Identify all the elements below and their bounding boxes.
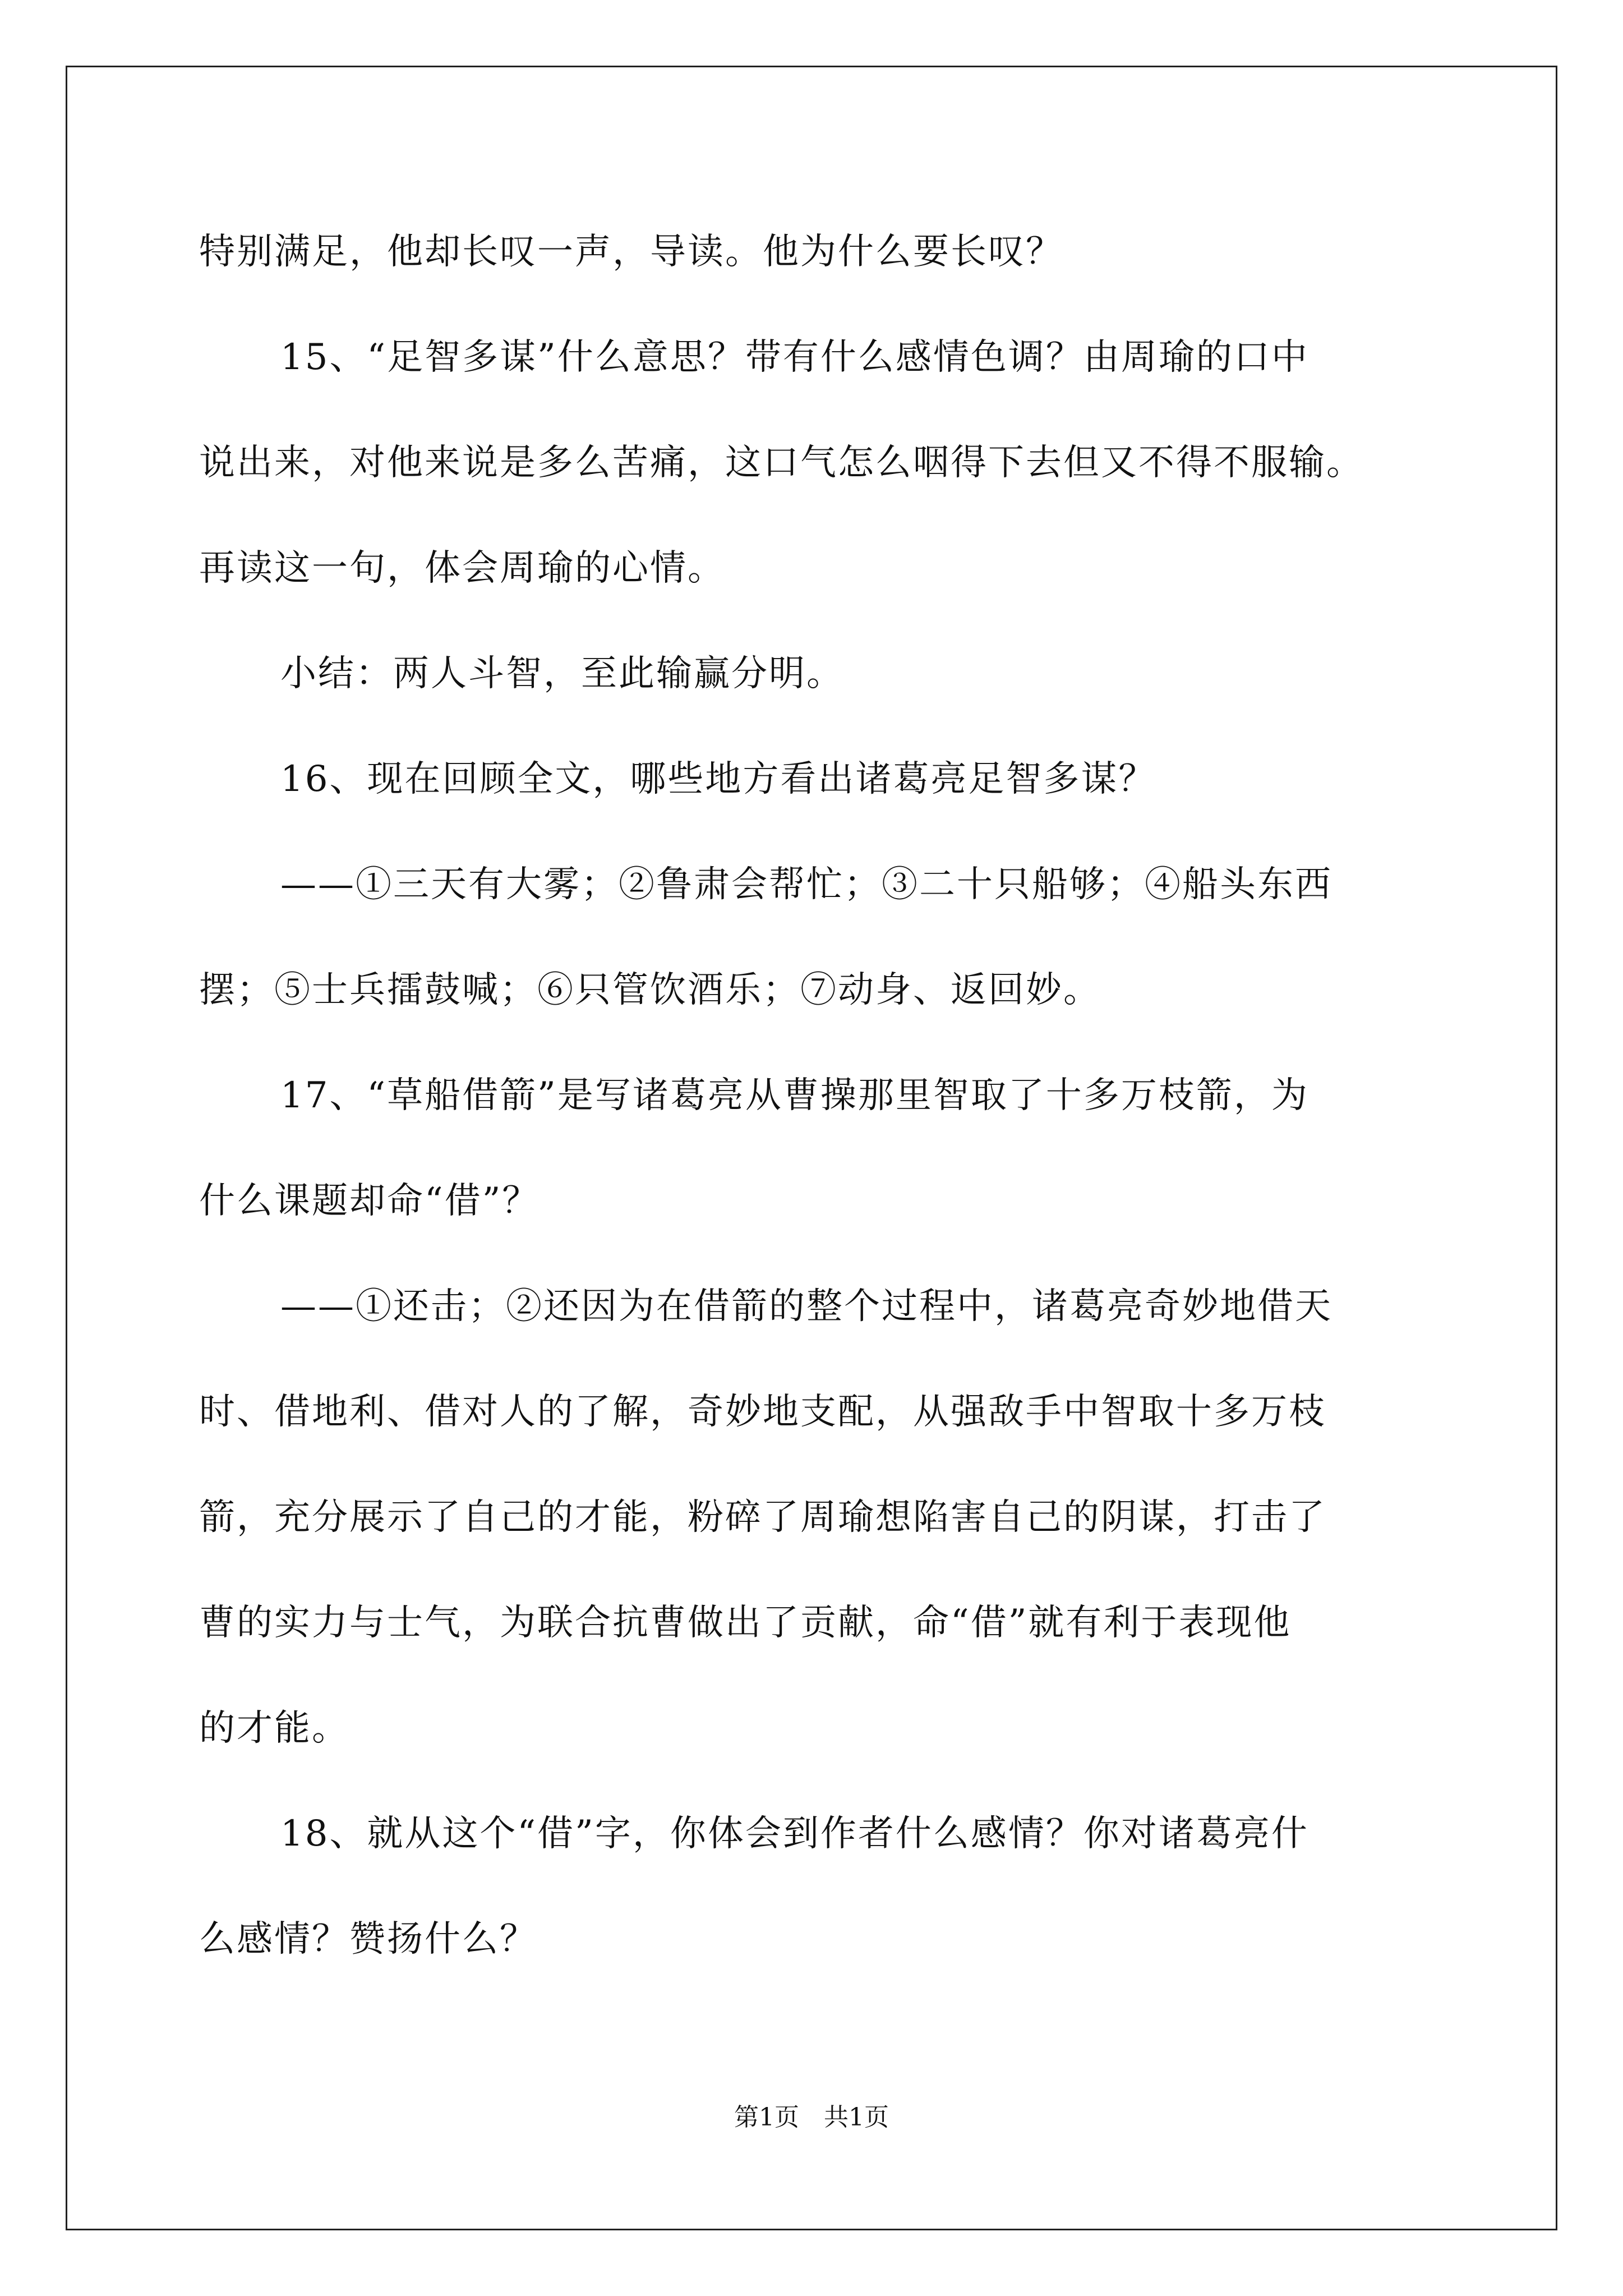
text-line: 再读这一句，体会周瑜的心情。 <box>199 547 725 589</box>
text-line: 么感情？赞扬什么？ <box>199 1918 537 1960</box>
text-line: 特别满足，他却长叹一声，导读。他为什么要长叹？ <box>199 231 1063 273</box>
text-line: 小结：两人斗智，至此输赢分明。 <box>280 653 844 694</box>
text-line: 16、现在回顾全文，哪些地方看出诸葛亮足智多谋？ <box>280 758 1156 800</box>
page-number-footer: 第1页 共1页 <box>734 2103 889 2132</box>
text-line: 时、借地利、借对人的了解，奇妙地支配，从强敌手中智取十多万枝 <box>199 1391 1326 1433</box>
text-line: ——①还击；②还因为在借箭的整个过程中，诸葛亮奇妙地借天 <box>280 1286 1332 1327</box>
text-line: ——①三天有大雾；②鲁肃会帮忙；③二十只船够；④船头东西 <box>280 864 1332 905</box>
text-line: 曹的实力与士气，为联合抗曹做出了贡献，命“借”就有利于表现他 <box>199 1602 1292 1644</box>
text-line: 17、“草船借箭”是写诸葛亮从曹操那里智取了十多万枝箭，为 <box>280 1075 1309 1116</box>
text-line: 18、就从这个“借”字，你体会到作者什么感情？你对诸葛亮什 <box>280 1813 1309 1855</box>
text-line: 说出来，对他来说是多么苦痛，这口气怎么咽得下去但又不得不服输。 <box>199 442 1364 484</box>
document-body <box>199 199 1461 1992</box>
text-line: 什么课题却命“借”？ <box>199 1180 540 1222</box>
text-line: 箭，充分展示了自己的才能，粉碎了周瑜想陷害自己的阴谋，打击了 <box>199 1497 1326 1538</box>
text-line: 摆；⑤士兵擂鼓喊；⑥只管饮酒乐；⑦动身、返回妙。 <box>199 969 1101 1011</box>
text-line: 的才能。 <box>199 1708 349 1749</box>
text-line: 15、“足智多谋”什么意思？带有什么感情色调？由周瑜的口中 <box>280 337 1309 378</box>
